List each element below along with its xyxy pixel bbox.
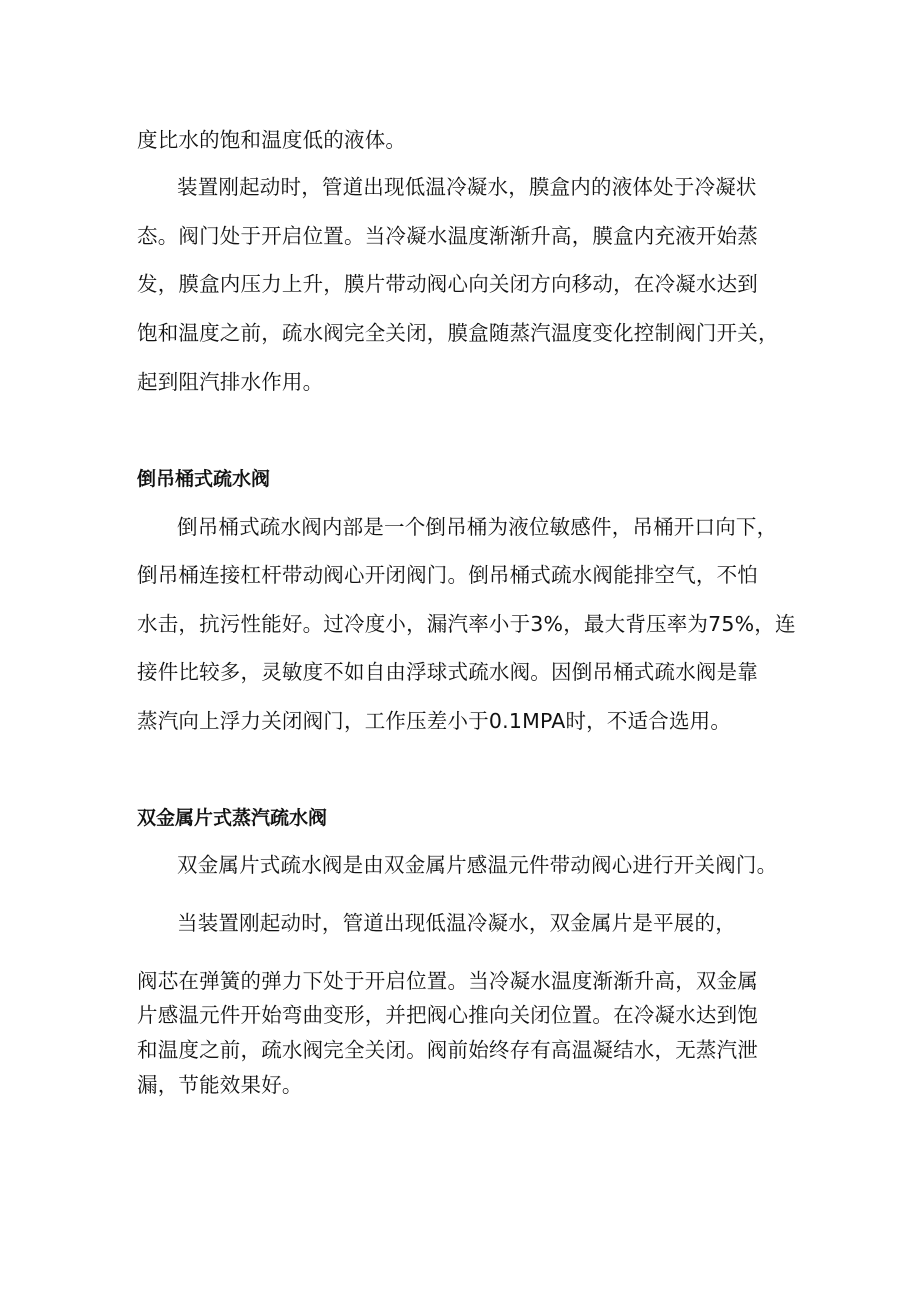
section-heading: 双金属片式蒸汽疏水阀 [137, 807, 328, 829]
paragraph-line: 态。阀门处于开启位置。当冷凝水温度渐渐升高，膜盒内充液开始蒸 [137, 224, 758, 248]
paragraph-line: 接件比较多，灵敏度不如自由浮球式疏水阀。因倒吊桶式疏水阀是靠 [137, 660, 758, 684]
paragraph-line: 双金属片式疏水阀是由双金属片感温元件带动阀心进行开关阀门。 [177, 853, 778, 877]
section-heading: 倒吊桶式疏水阀 [137, 468, 271, 490]
paragraph-line: 和温度之前，疏水阀完全关闭。阀前始终存有高温凝结水，无蒸汽泄 [137, 1038, 758, 1062]
paragraph-line: 当装置刚起动时，管道出现低温冷凝水，双金属片是平展的， [177, 911, 736, 935]
paragraph-line: 水击，抗污性能好。过冷度小，漏汽率小于3%，最大背压率为75%，连 [137, 612, 796, 636]
paragraph-line: 阀芯在弹簧的弹力下处于开启位置。当冷凝水温度渐渐升高，双金属 [137, 969, 758, 993]
paragraph-line: 片感温元件开始弯曲变形，并把阀心推向关闭位置。在冷凝水达到饱 [137, 1003, 758, 1027]
paragraph-line: 饱和温度之前，疏水阀完全关闭，膜盒随蒸汽温度变化控制阀门开关， [137, 321, 779, 345]
paragraph-line: 蒸汽向上浮力关闭阀门，工作压差小于0.1MPA时，不适合选用。 [137, 709, 732, 733]
paragraph-line: 度比水的饱和温度低的液体。 [137, 128, 407, 152]
paragraph-line: 起到阻汽排水作用。 [137, 370, 324, 394]
paragraph-line: 倒吊桶连接杠杆带动阀心开闭阀门。倒吊桶式疏水阀能排空气，不怕 [137, 563, 758, 587]
paragraph-line: 倒吊桶式疏水阀内部是一个倒吊桶为液位敏感件，吊桶开口向下， [177, 515, 778, 539]
paragraph-line: 发，膜盒内压力上升，膜片带动阀心向关闭方向移动，在冷凝水达到 [137, 272, 758, 296]
paragraph-line: 漏，节能效果好。 [137, 1073, 303, 1097]
paragraph-line: 装置刚起动时，管道出现低温冷凝水，膜盒内的液体处于冷凝状 [177, 175, 757, 199]
